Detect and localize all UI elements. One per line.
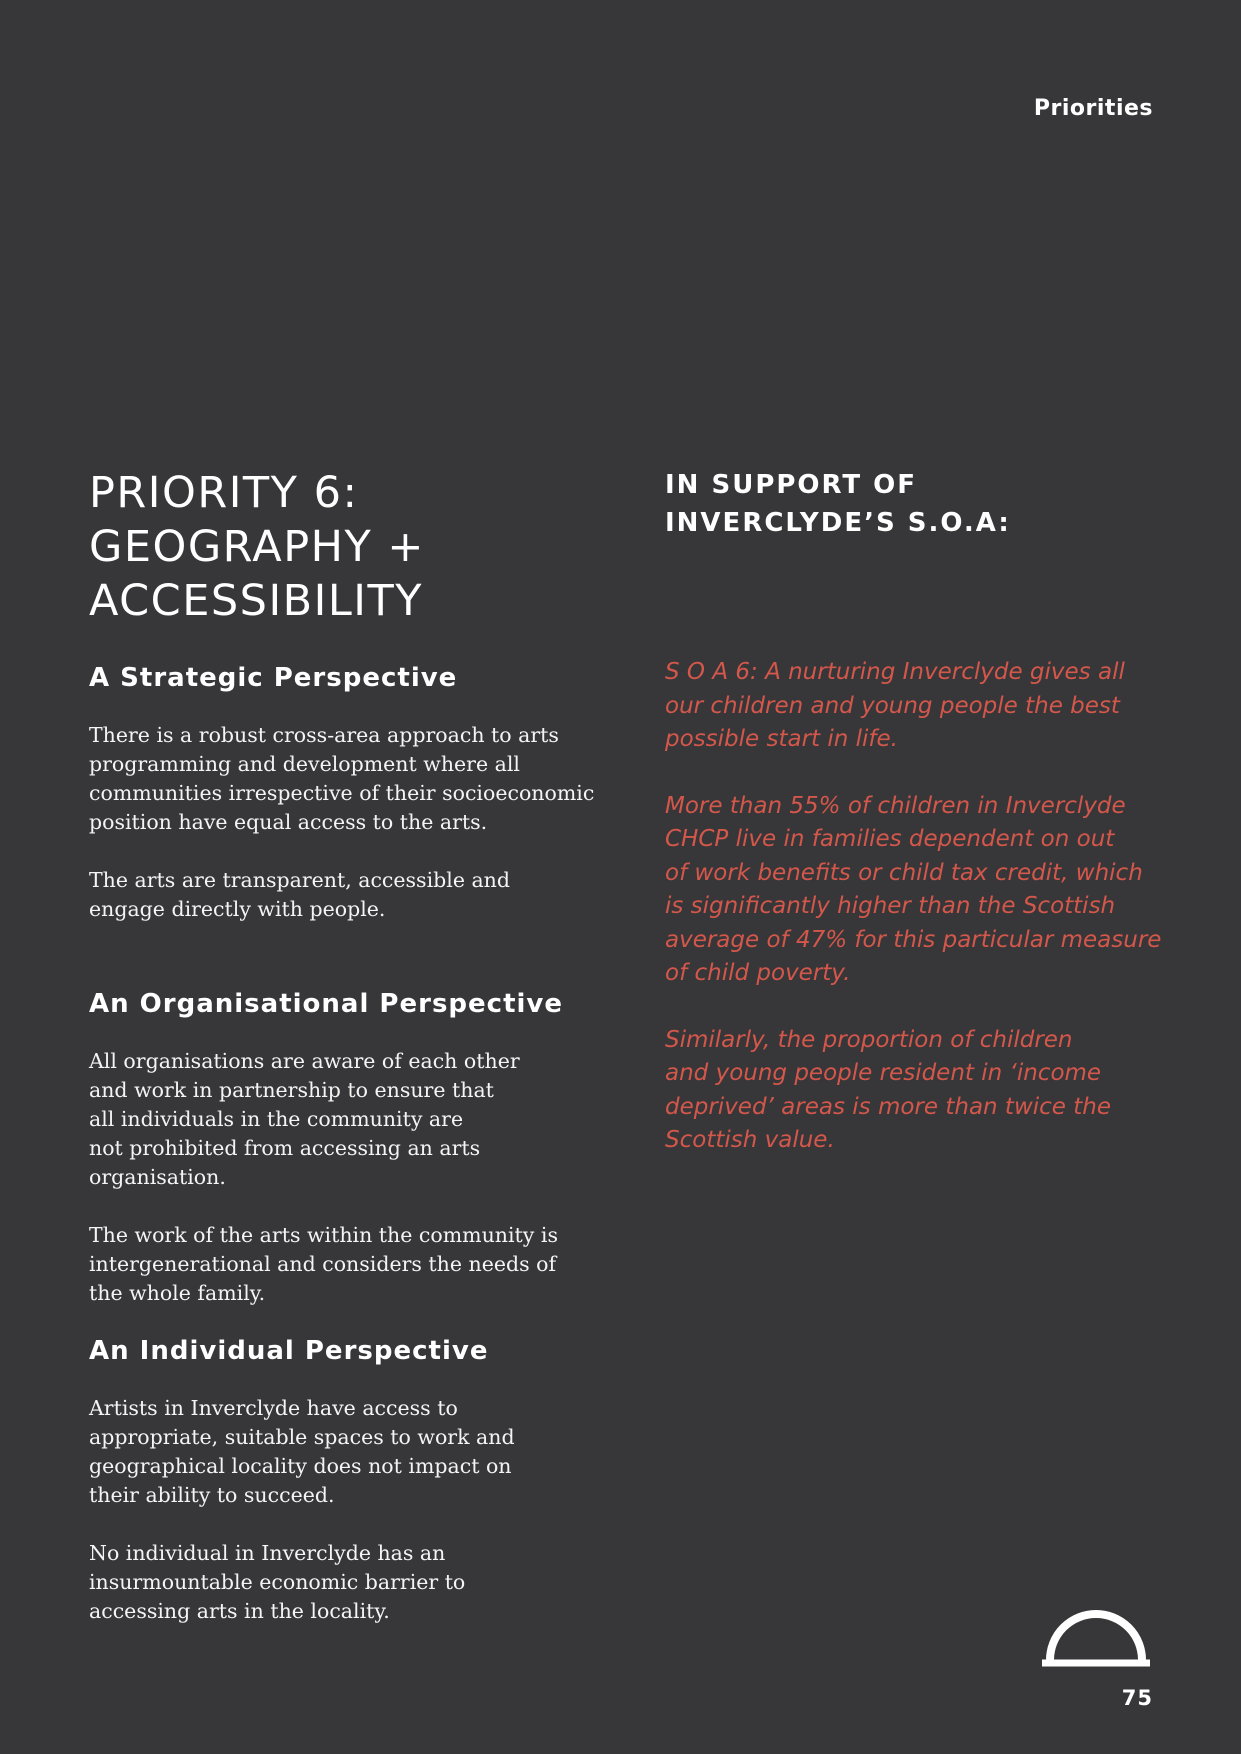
organisational-paragraph-2: The work of the arts within the community is intergenerational and considers the needs of the whole family. (89, 1223, 558, 1305)
title-line: GEOGRAPHY + (89, 522, 425, 572)
soa-paragraph-1: More than 55% of children in Inverclyde CHCP live in families dependent on out of work benefits or child tax credit, which is significantly higher than the Scottish average of 47% for this particular measure of child poverty. (665, 792, 1162, 986)
organisational-perspective-heading: An Organisational Perspective (89, 989, 563, 1019)
support-heading: IN SUPPORT OF INVERCLYDE’S S.O.A: (665, 470, 1011, 538)
arch-icon (1040, 1600, 1152, 1668)
strategic-paragraph-1: There is a robust cross-area approach to arts programming and development where all communities irrespective of their socioeconomic position have equal access to the arts. (89, 723, 595, 834)
individual-paragraph-1: Artists in Inverclyde have access to appropriate, suitable spaces to work and geographical locality does not impact on their ability to succeed. (89, 1396, 515, 1507)
soa-statement: S O A 6: A nurturing Inverclyde gives all our children and young people the best possible start in life. (665, 659, 1125, 752)
strategic-paragraph-2: The arts are transparent, accessible and engage directly with people. (89, 868, 511, 921)
section-label: Priorities (1033, 96, 1153, 121)
right-column (665, 466, 1165, 1158)
page-number: 75 (1121, 1686, 1153, 1710)
title-line: PRIORITY 6: (89, 468, 359, 518)
left-column (89, 466, 595, 1626)
title-line: ACCESSIBILITY (89, 576, 424, 626)
organisational-paragraph-1: All organisations are aware of each other and work in partnership to ensure that all individuals in the community are not prohibited from accessing an arts organisation. (89, 1049, 520, 1189)
individual-paragraph-2: No individual in Inverclyde has an insurmountable economic barrier to accessing arts in the locality. (89, 1541, 466, 1623)
soa-paragraph-2: Similarly, the proportion of children and young people resident in ‘income deprived’ areas is more than twice the Scottish value. (665, 1026, 1111, 1153)
individual-perspective-heading: An Individual Perspective (89, 1336, 489, 1366)
strategic-perspective-heading: A Strategic Perspective (89, 663, 458, 693)
priority-title (89, 466, 589, 628)
